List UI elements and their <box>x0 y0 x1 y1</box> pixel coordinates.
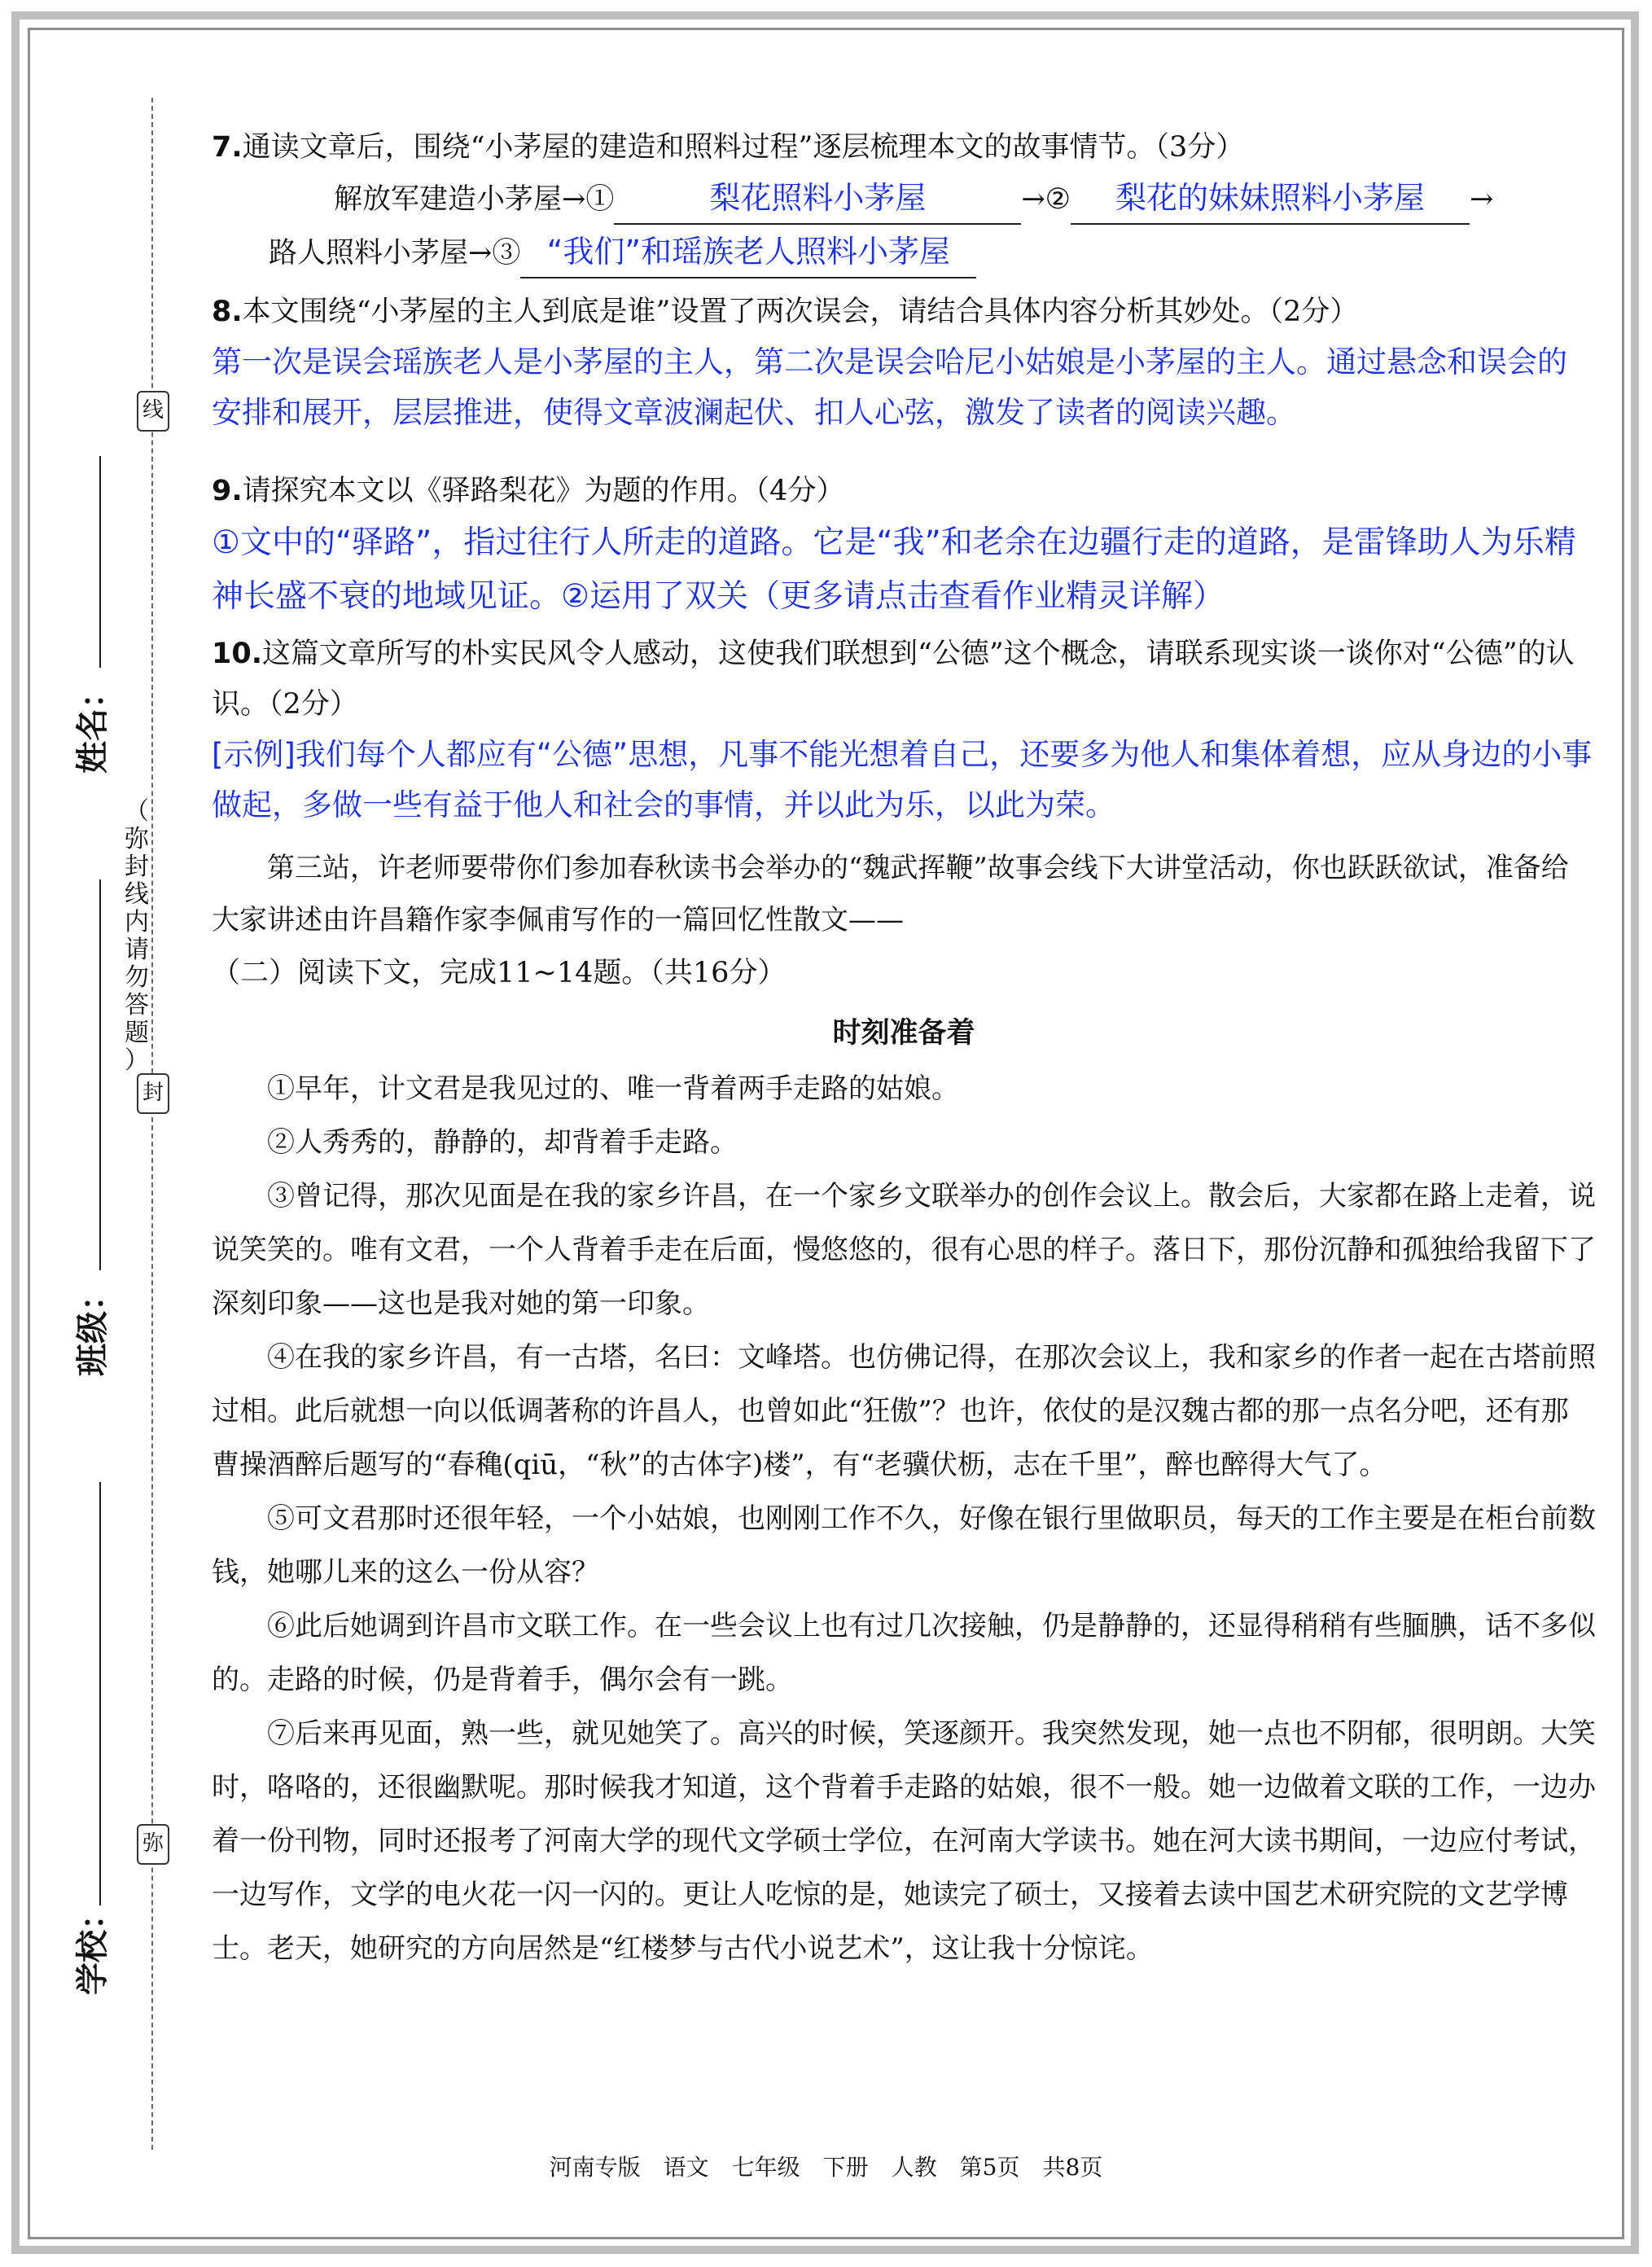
article-paragraph: ②人秀秀的，静静的，却背着手走路。 <box>267 1126 738 1159</box>
worksheet-content <box>212 122 1596 1975</box>
intro-paragraph: 第三站，许老师要带你们参加春秋读书会举办的“魏武挥鞭”故事会线下大讲堂活动，你也跃跃欲试，准备给大家讲述由许昌籍作家李佩甫写作的一篇回忆性散文—— <box>212 852 1569 936</box>
article-paragraph: ④在我的家乡许昌，有一古塔，名曰：文峰塔。也仿佛记得，在那次会议上，我和家乡的作者一起在古塔前照过相。此后就想一向以低调著称的许昌人，也曾如此“狂傲”？也许，依仗的是汉魏古都的那一点名分吧，还有那曹操酒醉后题写的“春穐(qiū，“秋”的古体字)楼”，有“老骥伏枥，志在千里”，醉也醉得大气了。 <box>212 1341 1596 1481</box>
name-label: 姓名： <box>74 676 112 774</box>
binding-mark-close: 弥 <box>137 1824 169 1865</box>
article-paragraph: ③曾记得，那次见面是在我的家乡许昌，在一个家乡文联举办的创作会议上。散会后，大家都在路上走着，说说笑笑的。唯有文君，一个人背着手走在后面，慢悠悠的，很有心思的样子。落日下，那份沉静和孤独给我留下了深刻印象——这也是我对她的第一印象。 <box>212 1180 1596 1320</box>
warning-char: 内 <box>125 908 149 936</box>
plot-flow-row-2 <box>212 226 1596 280</box>
question-number: 10. <box>212 638 263 670</box>
answer-blank-1[interactable]: 梨花照料小茅屋 <box>614 173 1021 225</box>
warning-char: 弥 <box>125 825 149 853</box>
binding-mark-line: 线 <box>137 391 169 432</box>
article-paragraph: ⑥此后她调到许昌市文联工作。在一些会议上也有过几次接触，仍是静静的，还显得稍稍有些腼腆，话不多似的。走路的时候，仍是背着手，偶尔会有一跳。 <box>212 1610 1596 1696</box>
school-underline <box>99 1482 101 1905</box>
warning-char: 请 <box>125 936 149 964</box>
warning-char: 线 <box>125 880 149 909</box>
page-footer: 河南专版 语文 七年级 下册 人教 第5页 共8页 <box>549 2154 1103 2181</box>
question-7 <box>212 122 1596 173</box>
question-text: 请探究本文以《驿路梨花》为题的作用。（4分） <box>242 475 845 507</box>
article-title: 时刻准备着 <box>832 1017 975 1050</box>
article-paragraph: ⑦后来再见面，熟一些，就见她笑了。高兴的时候，笑逐颜开。我突然发现，她一点也不阴郁，很明朗。大笑时，咯咯的，还很幽默呢。那时候我才知道，这个背着手走路的姑娘，很不一般。她一边做着文联的工作，一边办着一份刊物，同时还报考了河南大学的现代文学硕士学位，在河南大学读书。她在河大读书期间，一边应付考试，一边写作，文学的电火花一闪一闪的。更让人吃惊的是，她读完了硕士，又接着去读中国艺术研究院的文艺学博士。老天，她研究的方向居然是“红楼梦与古代小说艺术”，这让我十分惊诧。 <box>212 1717 1596 1965</box>
question-text: 通读文章后，围绕“小茅屋的建造和照料过程”逐层梳理本文的故事情节。（3分） <box>242 131 1245 164</box>
class-underline <box>99 879 101 1270</box>
seal-line-warning <box>121 798 153 1075</box>
warning-char: 勿 <box>125 963 149 992</box>
answer-blank-2[interactable]: 梨花的妹妹照料小茅屋 <box>1071 173 1470 225</box>
article-paragraph: ⑤可文君那时还很年轻，一个小姑娘，也刚刚工作不久，好像在银行里做职员，每天的工作主要是在柜台前数钱，她哪儿来的这么一份从容？ <box>212 1502 1596 1589</box>
warning-char: （ <box>125 797 149 826</box>
question-text: 本文围绕“小茅屋的主人到底是谁”设置了两次误会，请结合具体内容分析其妙处。（2分） <box>242 296 1359 328</box>
binding-mark-seal: 封 <box>137 1073 169 1114</box>
flow-start: 解放军建造小茅屋→① <box>334 183 615 216</box>
school-label: 学校： <box>74 1897 112 1995</box>
question-number: 7. <box>212 131 243 164</box>
answer-10: [示例]我们每个人都应有“公德”思想，凡事不能光想着自己，还要多为他人和集体着想，应从身边的小事做起，多做一些有益于他人和社会的事情，并以此为乐，以此为荣。 <box>212 737 1593 822</box>
question-number: 8. <box>212 296 243 328</box>
flow-arrow-end: → <box>1470 183 1494 216</box>
question-9 <box>212 466 1596 516</box>
question-number: 9. <box>212 475 243 507</box>
answer-9: ①文中的“驿路”，指过往行人所走的道路。它是“我”和老余在边疆行走的道路，是雷锋助人为乐精神长盛不衰的地域见证。②运用了双关（更多请点击查看作业精灵详解） <box>212 524 1576 615</box>
answer-8: 第一次是误会瑶族老人是小茅屋的主人，第二次是误会哈尼小姑娘是小茅屋的主人。通过悬念和误会的安排和展开，层层推进，使得文章波澜起伏、扣人心弦，激发了读者的阅读兴趣。 <box>212 344 1567 430</box>
warning-char: 封 <box>125 853 149 881</box>
flow-row2-start: 路人照料小茅屋→③ <box>269 237 521 270</box>
flow-arrow-2: →② <box>1021 183 1071 216</box>
plot-flow-row-1 <box>212 173 1596 226</box>
question-8 <box>212 287 1596 337</box>
name-underline <box>99 456 101 668</box>
answer-blank-3[interactable]: “我们”和瑶族老人照料小茅屋 <box>520 226 976 278</box>
warning-char: ） <box>125 1046 149 1075</box>
class-label: 班级： <box>74 1278 112 1376</box>
article-paragraph: ①早年，计文君是我见过的、唯一背着两手走路的姑娘。 <box>267 1072 959 1105</box>
section-heading: （二）阅读下文，完成11~14题。（共16分） <box>212 957 787 989</box>
question-text: 这篇文章所写的朴实民风令人感动，这使我们联想到“公德”这个概念，请联系现实谈一谈你对“公德”的认识。（2分） <box>212 638 1575 721</box>
warning-char: 答 <box>125 991 149 1019</box>
question-10 <box>212 629 1596 730</box>
warning-char: 题 <box>125 1019 149 1047</box>
